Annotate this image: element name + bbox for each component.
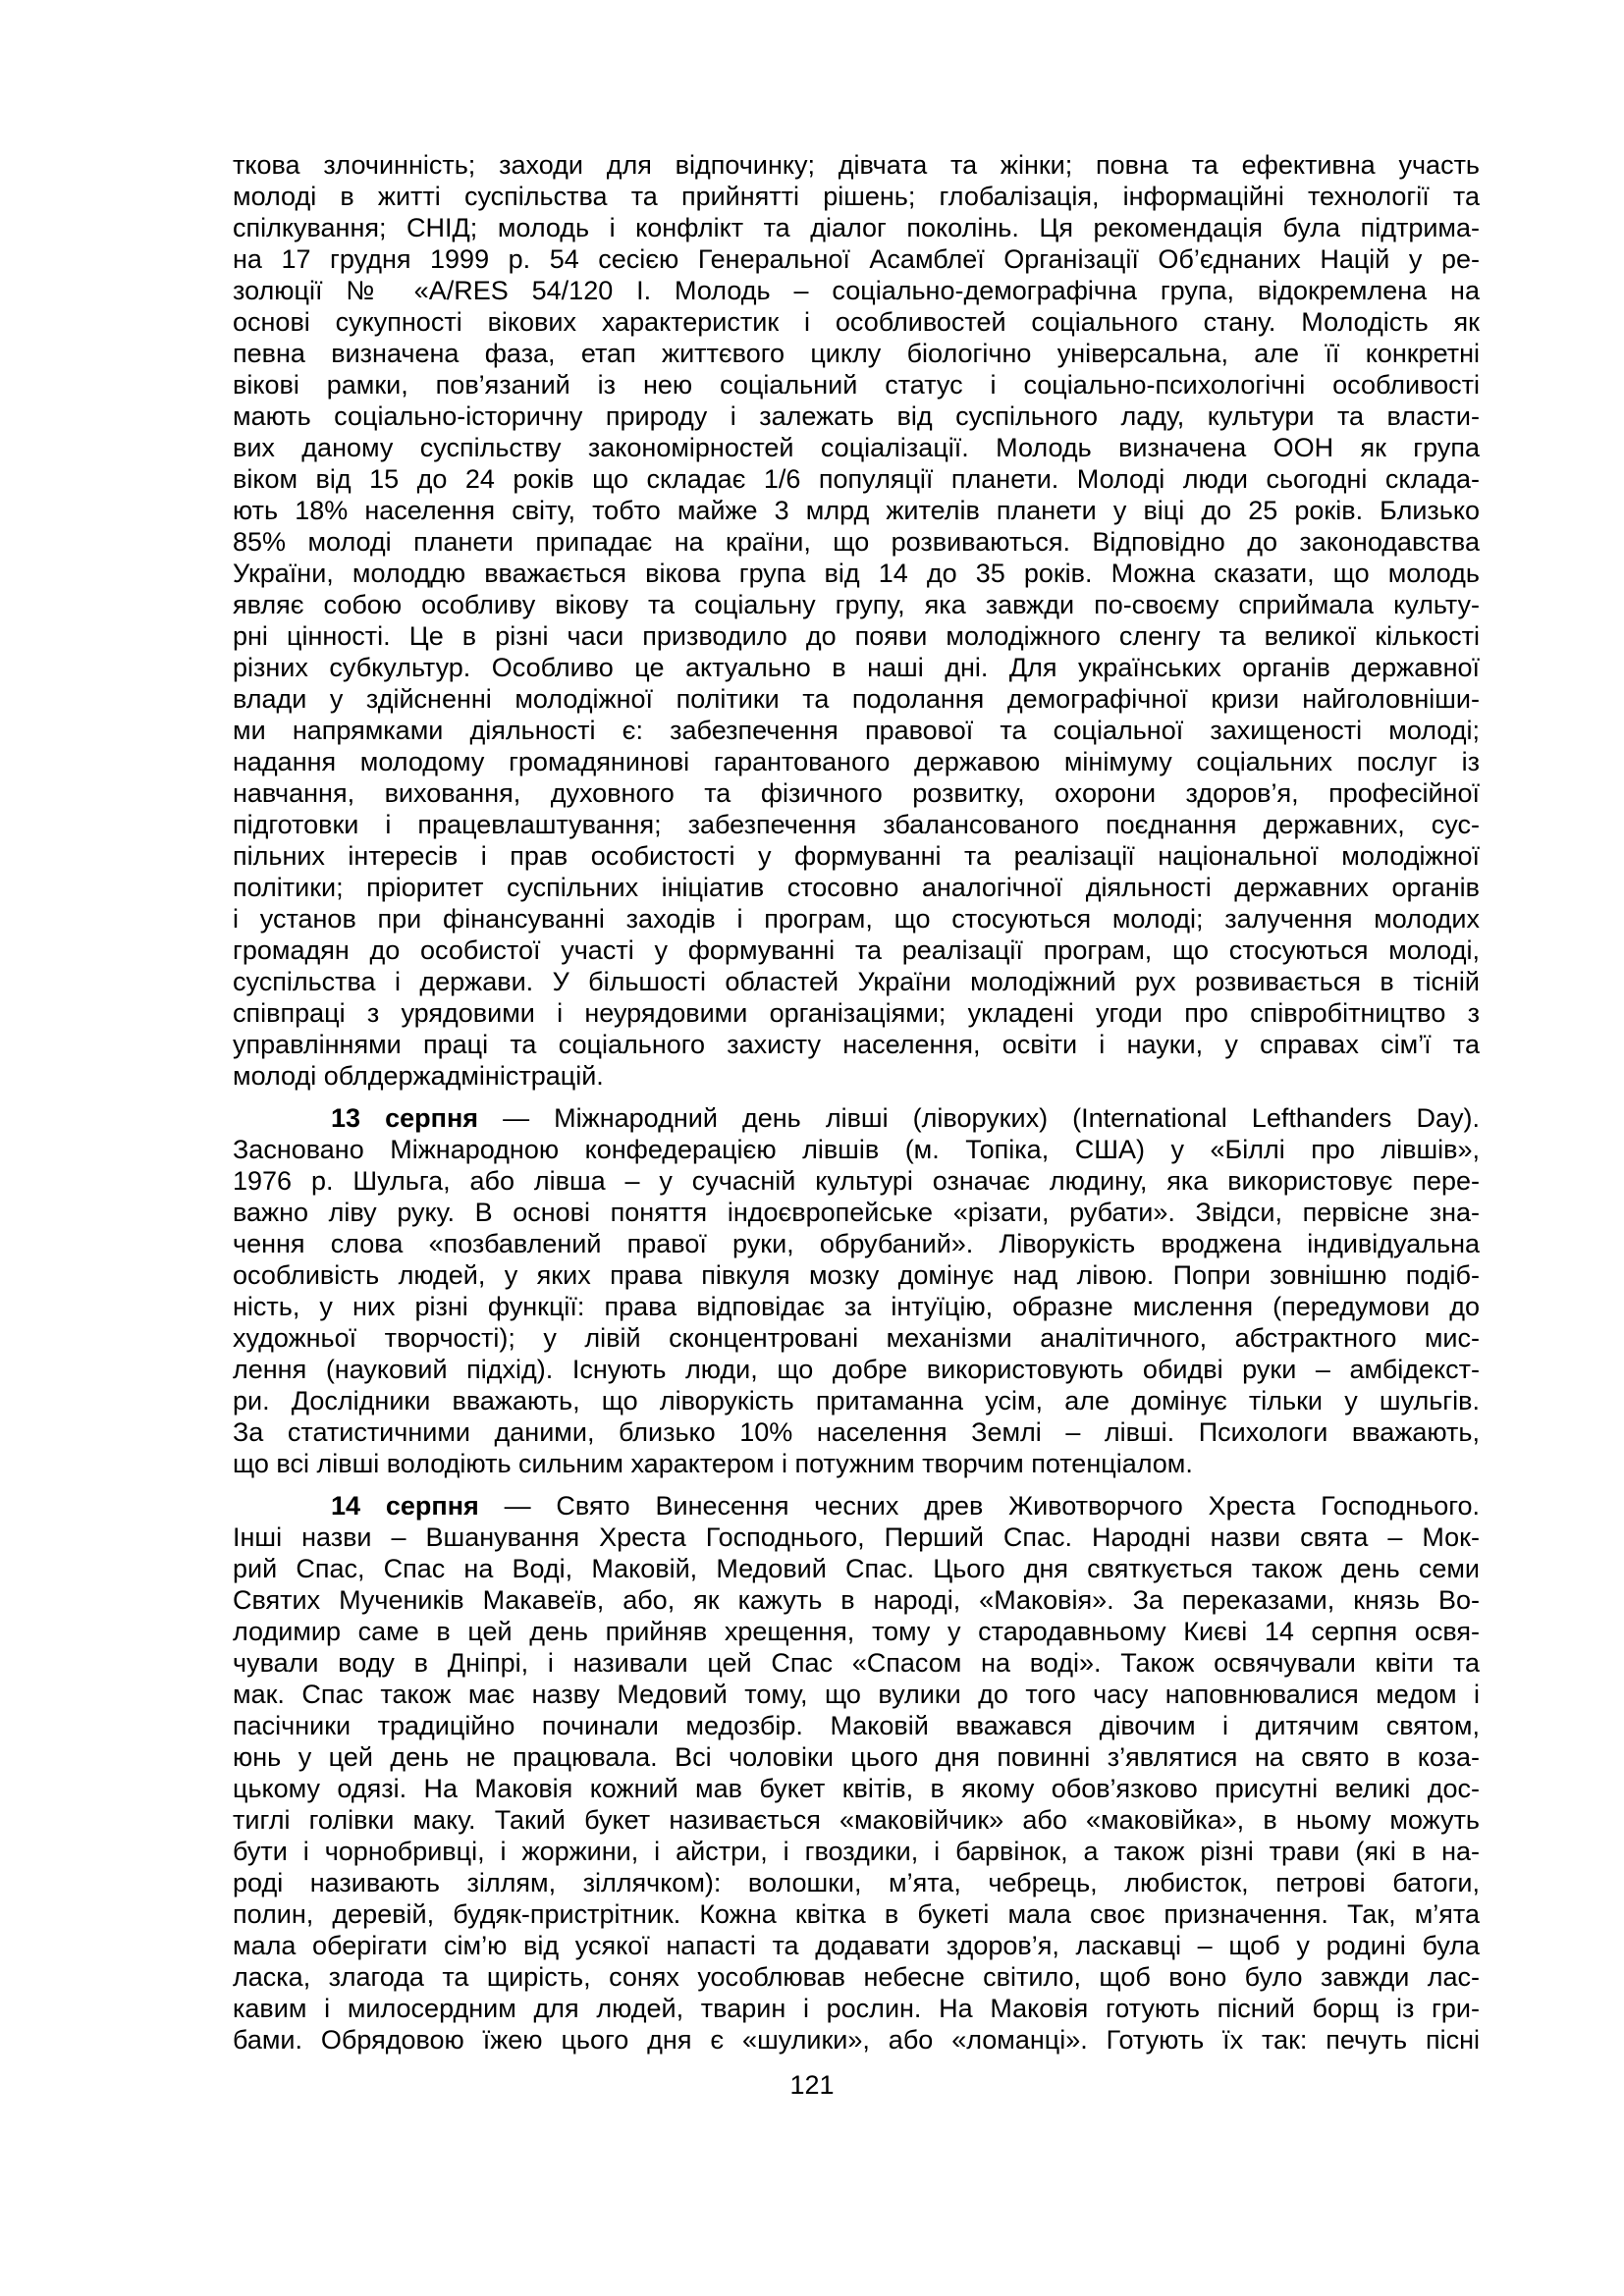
text-line: рні цінності. Це в різні часи призводило до появи молодіжного сленгу та великої кількості (233, 621, 1480, 651)
text-line: особливість людей, у яких права півкуля мозку домінує над лівою. Попри зовнішню подіб- (233, 1260, 1480, 1290)
text-line: і установ при фінансуванні заходів і програм, що стосуються молоді; залучення молодих (233, 904, 1480, 934)
text-line: полин, деревій, будяк-пристрітник. Кожна квітка в букеті мала своє призначення. Так, м’ята (233, 1899, 1480, 1929)
text-line: Інші назви – Вшанування Хреста Господнього, Перший Спас. Народні назви свята – Мок- (233, 1522, 1480, 1552)
text-line: чували воду в Дніпрі, і називали цей Спас «Спасом на воді». Також освячували квіти та (233, 1648, 1480, 1678)
text-line: молоді облдержадміністрацій. (233, 1061, 604, 1091)
text-line: України, молоддю вважається вікова група від 14 до 35 років. Можна сказати, що молодь (233, 559, 1480, 588)
date-heading: 13 серпня (331, 1103, 479, 1133)
text-line: бути і чорнобривці, і жоржини, і айстри, і гвоздики, і барвінок, а також різні трави (які в на- (233, 1837, 1480, 1866)
text-line: ють 18% населення світу, тобто майже 3 млрд жителів планети у віці до 25 років. Близько (233, 496, 1480, 525)
text-line: співпраці з урядовими і неурядовими організаціями; укладені угоди про співробітництво з (233, 998, 1480, 1028)
text-line: лодимир саме в цей день прийняв хрещення, тому у стародавньому Києві 14 серпня освя- (233, 1617, 1480, 1646)
text-line: мак. Спас також має назву Медовий тому, що вулики до того часу наповнювалися медом і (233, 1680, 1480, 1709)
text-line: політики; пріоритет суспільних ініціатив стосовно аналогічної діяльності державних органів (233, 873, 1480, 902)
text-line: золюції № «A/RES 54/120 І. Молодь – соціально-демографічна група, відокремлена на (233, 276, 1480, 305)
text-line: різних субкультур. Особливо це актуально в наші дні. Для українських органів державної (233, 653, 1480, 682)
text-line: основі сукупності вікових характеристик і особливостей соціального стану. Молодість як (233, 307, 1480, 337)
text-line: За статистичними даними, близько 10% населення Землі – лівші. Психологи вважають, (233, 1417, 1480, 1447)
text-line: громадян до особистої участі у формуванні та реалізації програм, що стосуються молоді, (233, 935, 1480, 965)
text-line: надання молодому громадянинові гарантованого державою мінімуму соціальних послуг із (233, 747, 1480, 776)
text-line: що всі лівші володіють сильним характером і потужним творчим потенціалом. (233, 1449, 1193, 1478)
text-line: юнь у цей день не працювала. Всі чоловіки цього дня повинні з’являтися на свято в коза- (233, 1742, 1480, 1772)
text-line: навчання, виховання, духовного та фізичного розвитку, охорони здоров’я, професійної (233, 778, 1480, 808)
text-line: спілкування; СНІД; молодь і конфлікт та діалог поколінь. Ця рекомендація була підтрима- (233, 213, 1480, 242)
text-line: бами. Обрядовою їжею цього дня є «шулики», або «ломанці». Готують їх так: печуть пісні (233, 2025, 1480, 2055)
paragraph (233, 1490, 1480, 2056)
text-line: роді називають зіллям, зіллячком): волошки, м’ята, чебрець, любисток, петрові батоги, (233, 1868, 1480, 1897)
text-line: ткова злочинність; заходи для відпочинку; дівчата та жінки; повна та ефективна участь (233, 150, 1480, 180)
text-line: мають соціально-історичну природу і залежать від суспільного ладу, культури та власти- (233, 401, 1480, 431)
text-line: пасічники традиційно починали медозбір. Маковій вважався дівочим і дитячим святом, (233, 1711, 1480, 1740)
text-line: ри. Дослідники вважають, що ліворукість притаманна усім, але домінує тільки у шульгів. (233, 1386, 1480, 1415)
text-line: цькому одязі. На Маковія кожний мав букет квітів, в якому обов’язково присутні великі дос- (233, 1774, 1480, 1803)
text-line: Святих Мучеників Макавеїв, або, як кажуть в народі, «Маковія». За переказами, князь Во- (233, 1585, 1480, 1615)
text-line: ність, у них різні функції: права відповідає за інтуїцію, образне мислення (передумови до (233, 1292, 1480, 1321)
text-line: на 17 грудня 1999 р. 54 сесією Генеральної Асамблеї Організації Об’єднаних Націй у ре- (233, 244, 1480, 274)
text-line: мала оберігати сім’ю від усякої напасті та додавати здоров’я, ласкавці – щоб у родині була (233, 1931, 1480, 1960)
text-line: являє собою особливу вікову та соціальну групу, яка завжди по-своєму сприймала культу- (233, 590, 1480, 619)
text-line: управліннями праці та соціального захисту населення, освіти і науки, у справах сім’ї та (233, 1030, 1480, 1059)
text-line: Засновано Міжнародною конфедерацією лівшів (м. Топіка, США) у «Біллі про лівшів», (233, 1135, 1480, 1164)
text-line: важно ліву руку. В основі поняття індоєвропейське «різати, рубати». Звідси, первісне зна- (233, 1198, 1480, 1227)
text-line: певна визначена фаза, етап життєвого циклу біологічно універсальна, але її конкретні (233, 339, 1480, 368)
text-line: 1976 р. Шульга, або лівша – у сучасній культурі означає людину, яка використовує пере- (233, 1166, 1480, 1196)
text-line: молоді в житті суспільства та прийнятті рішень; глобалізація, інформаційні технології та (233, 182, 1480, 211)
text-line: влади у здійсненні молодіжної політики та подолання демографічної кризи найголовніши- (233, 684, 1480, 714)
text-line: суспільства і держави. У більшості областей України молодіжний рух розвивається в тісній (233, 967, 1480, 996)
text-line: художньої творчості); у лівій сконцентровані механізми аналітичного, абстрактного мис- (233, 1323, 1480, 1353)
text-line: чення слова «позбавлений правої руки, обрубаний». Ліворукість вроджена індивідуальна (233, 1229, 1480, 1258)
text-line: вікові рамки, пов’язаний із нею соціальний статус і соціально-психологічні особливості (233, 370, 1480, 400)
text-line: ласка, злагода та щирість, сонях уособлював небесне світило, щоб воно було завжди лас- (233, 1962, 1480, 1992)
paragraph (233, 1102, 1480, 1479)
paragraph (233, 149, 1480, 1092)
text-line: лення (науковий підхід). Існують люди, що добре використовують обидві руки – амбідекст- (233, 1355, 1480, 1384)
text-line: тиглі голівки маку. Такий букет називається «маковійчик» або «маковійка», в ньому можуть (233, 1805, 1480, 1835)
text-line: кавим і милосердним для людей, тварин і рослин. На Маковія готують пісний борщ із гри- (233, 1994, 1480, 2023)
text-line: 13 серпня — Міжнародний день лівші (ліворуких) (International Lefthanders Day). (331, 1103, 1480, 1133)
text-line: вих даному суспільству закономірностей соціалізації. Молодь визначена ООН як група (233, 433, 1480, 462)
text-line: рий Спас, Спас на Воді, Маковій, Медовий Спас. Цього дня святкується також день семи (233, 1554, 1480, 1583)
date-heading: 14 серпня (331, 1491, 479, 1521)
text-line: 85% молоді планети припадає на країни, що розвиваються. Відповідно до законодавства (233, 527, 1480, 557)
text-block (233, 149, 1480, 2056)
text-line: ми напрямками діяльності є: забезпечення правової та соціальної захищеності молоді; (233, 716, 1480, 745)
text-line: віком від 15 до 24 років що складає 1/6 популяції планети. Молоді люди сьогодні склада- (233, 464, 1480, 494)
text-line: підготовки і працевлаштування; забезпечення збалансованого поєднання державних, сус- (233, 810, 1480, 839)
page-number: 121 (789, 2070, 835, 2100)
text-line: пільних інтересів і прав особистості у формуванні та реалізації національної молодіжної (233, 841, 1480, 871)
text-line: 14 серпня — Свято Винесення чесних древ Животворчого Хреста Господнього. (331, 1491, 1480, 1521)
